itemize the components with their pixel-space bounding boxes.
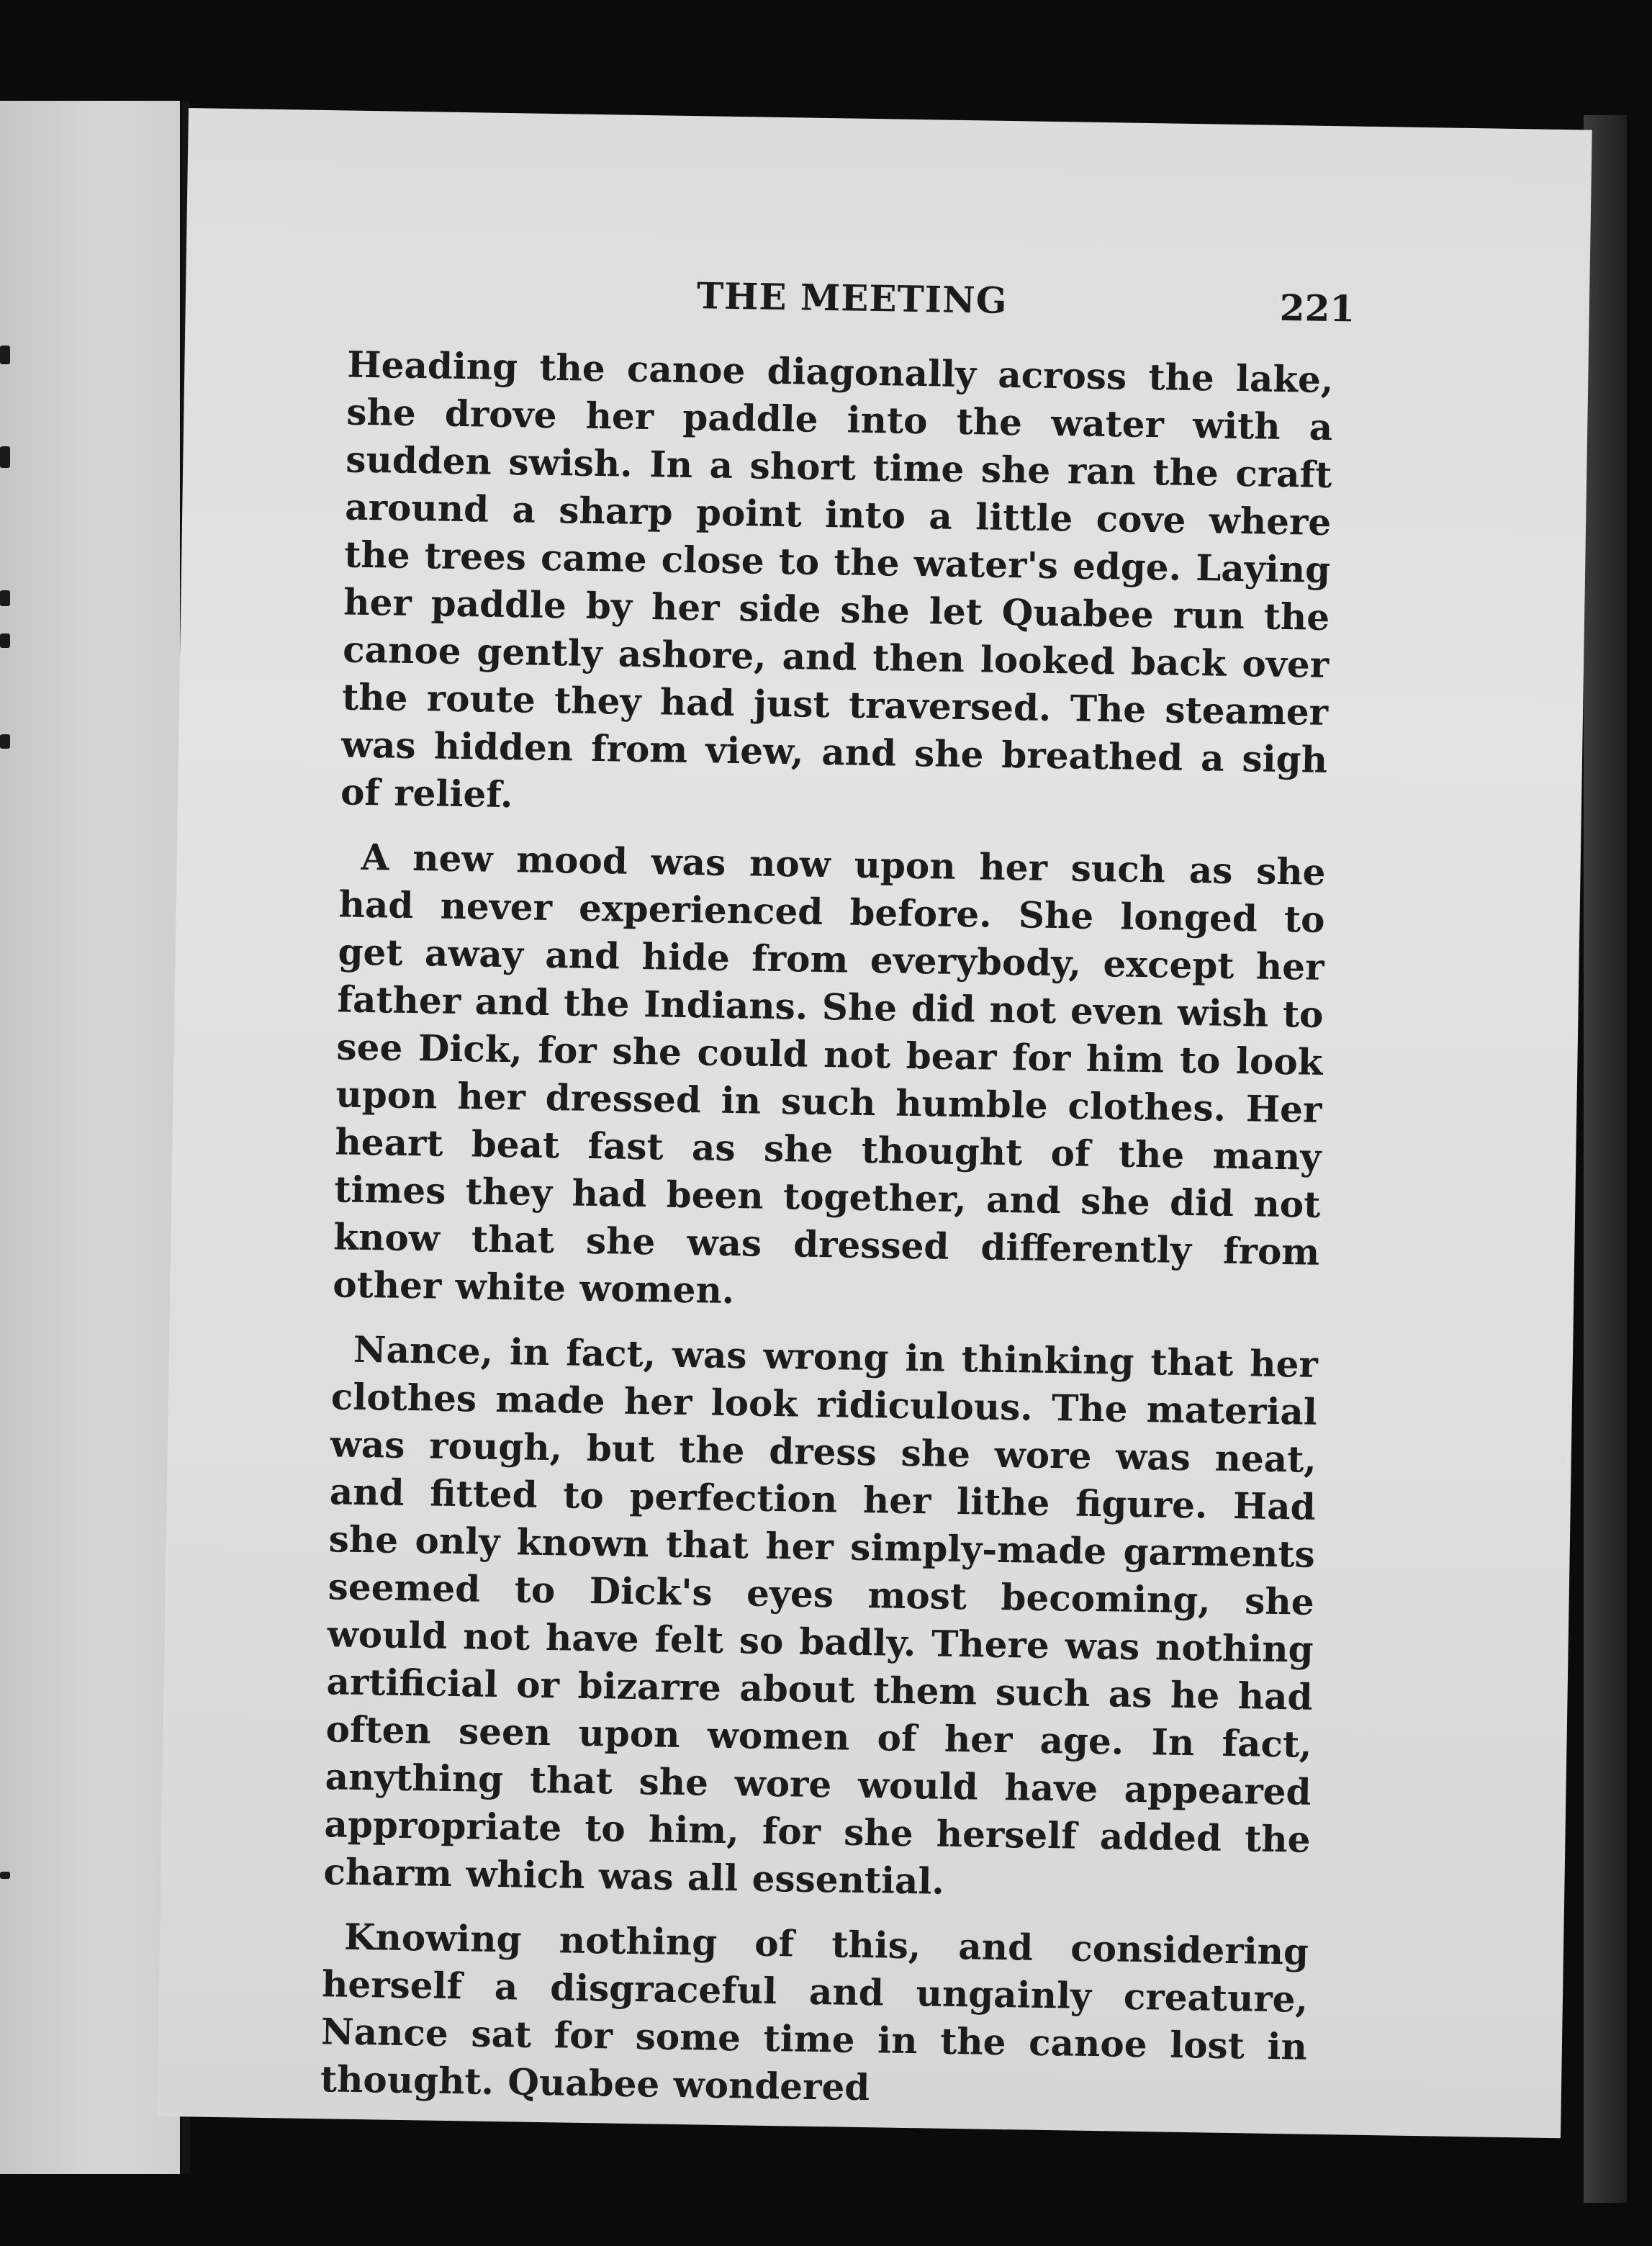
paragraph: Heading the canoe diagonally across the lake, she drove her paddle into the water with a sudden swish. In a short time she ran the craft around a sharp point into a little cove where the trees came close to the water's edge. Laying her paddle by her side she let Quabee run the canoe gently ashore, and then looked back over the route they had just traversed. The steamer was hidden from view, and she breathed a sigh of relief. [340,343,1334,816]
facing-page-margin-marks [0,101,22,2174]
paragraph: Nance, in fact, was wrong in thinking that her clothes made her look ridiculous. The material was rough, but the dress she wore was neat, and fitted to perfection her lithe figure. Had she only known that her simply-made garments seemed to Dick's eyes most becoming, she would not have felt so badly. There was nothing artificial or bizarre about them such as he had often seen upon women of her age. In fact, anything that she wore would have appeared appropriate to him, for she herself added the charm which was all essential. [323,1327,1319,1903]
facing-page [0,101,180,2174]
margin-mark [0,633,10,648]
paragraph: Knowing nothing of this, and considering herself a disgraceful and ungainly creature, Nance sat for some time in the canoe lost in thought. Quabee wondered [320,1915,1309,2109]
paragraph: A new mood was now upon her such as she had never experienced before. She longed to get away and hide from everybody, except her father and the Indians. She did not even wish to see Dick, for she could not bear for him to look upon her dressed in such humble clothes. Her heart beat fast as she thought of the many times they had been together, and she did not know that she was dressed differently from other white women. [332,835,1326,1312]
page-number: 221 [1279,286,1355,330]
page-edge-shadow [1584,115,1627,2203]
running-head: THE MEETING [696,274,1008,322]
margin-mark [0,446,10,468]
page-header [185,266,1589,346]
body-text [320,341,1334,2136]
margin-mark [0,1872,10,1879]
book-page [157,108,1592,2138]
margin-mark [0,590,10,606]
margin-mark [0,734,10,749]
margin-mark [0,346,10,364]
